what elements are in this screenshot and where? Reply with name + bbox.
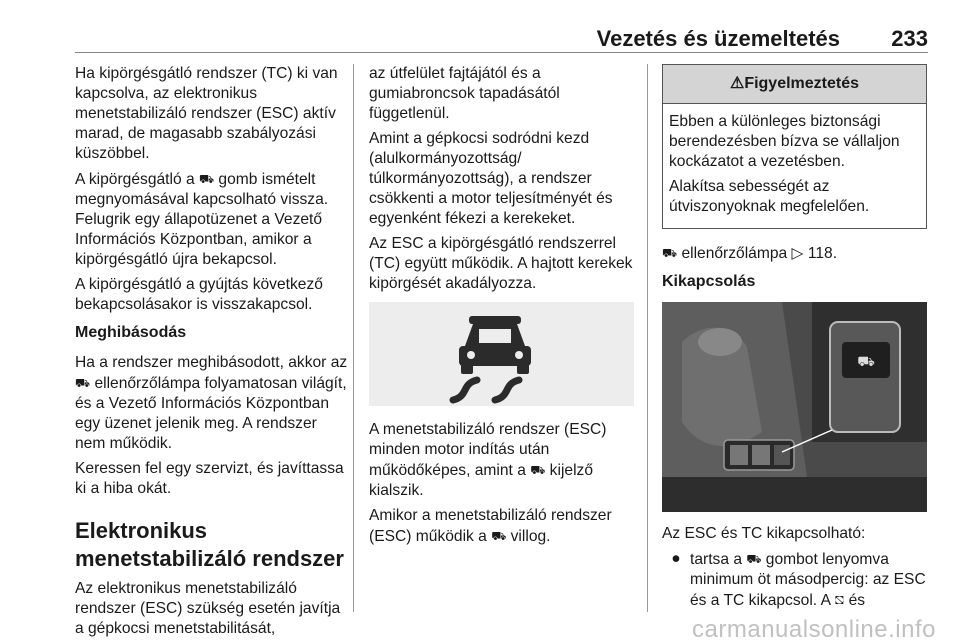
column-divider <box>353 64 354 612</box>
console-illustration <box>662 302 927 512</box>
page-header <box>75 24 928 52</box>
svg-text:⛟: ⛟ <box>857 354 875 370</box>
paragraph: Amint a gépkocsi sodródni kezd (alulkormányozottság/ túlkormányozottság), a rendszer csökkenti a motor teljesítményét és egyenként fékezi a kerekeket. <box>369 130 613 227</box>
warning-body <box>663 104 926 228</box>
header-title: Vezetés és üzemeltetés <box>596 26 840 51</box>
text: gombot lenyomva minimum öt másodpercig: az ESC és a TC kikapcsol. A <box>690 551 926 609</box>
text: A kipörgésgátló a <box>75 171 199 188</box>
esc-symbol-figure <box>369 302 634 406</box>
list-item <box>662 549 927 611</box>
section-heading: Kikapcsolás <box>662 273 756 290</box>
column-divider <box>647 64 648 612</box>
paragraph: Az ESC és TC kikapcsolható: <box>662 525 866 542</box>
text: kijelző kialszik. <box>369 462 594 499</box>
text: tartsa a <box>690 551 747 568</box>
paragraph <box>369 506 634 547</box>
paragraph <box>75 169 350 270</box>
paragraph <box>75 353 350 454</box>
esc-lamp-icon: ⛟ <box>75 376 91 390</box>
text: ellenőrzőlámpa <box>677 245 792 262</box>
esc-off-icon: ⛟ <box>198 172 215 186</box>
list-item-text <box>690 549 927 611</box>
cross-reference <box>662 243 927 264</box>
section-heading: Meghibásodás <box>75 324 187 341</box>
skidding-car-icon <box>369 302 634 406</box>
esc-off-icon: ⛟ <box>746 552 762 566</box>
paragraph <box>369 420 634 501</box>
text: Ha a rendszer meghibásodott, akkor az <box>75 354 348 371</box>
warning-title-text: Figyelmeztetés <box>744 75 860 92</box>
warning-box <box>662 64 927 229</box>
text: A menetstabilizáló rendszer (ESC) minden motor indítás után működőképes, amint a <box>369 421 607 479</box>
paragraph: Alakítsa sebességét az útviszonyoknak megfelelően. <box>669 178 870 215</box>
chapter-heading: Elektronikus menetstabilizáló rendszer <box>75 518 344 571</box>
watermark: carmanualsonline.info <box>692 616 936 643</box>
paragraph: Az elektronikus menetstabilizáló rendszer (ESC) szükség esetén javítja a gépkocsi menetstabilitását, <box>75 580 341 637</box>
column-1 <box>75 64 350 644</box>
esc-lamp-icon: ⛟ <box>662 246 678 260</box>
bullet-icon: ● <box>671 550 681 567</box>
text: villog. <box>506 528 551 545</box>
esc-lamp-icon: ⛟ <box>491 529 507 543</box>
esc-off-lamp-icon: ⛞ <box>834 593 845 607</box>
text: ellenőrzőlámpa folyamatosan világít, és a Vezető Információs Központban egy üzenet jelenik meg. A rendszer nem működik. <box>75 375 347 452</box>
text: gomb ismételt megnyomásával kapcsolható vissza. Felugrik egy állapotüzenet a Vezető Információs Központban, amikor a kipörgésgátló újra bekapcsol. <box>75 171 329 268</box>
text: Amikor a menetstabilizáló rendszer (ESC) működik a <box>369 507 612 545</box>
warning-title <box>663 65 926 104</box>
paragraph: A kipörgésgátló a gyújtás következő bekapcsolásakor is visszakapcsol. <box>75 276 323 313</box>
esc-lamp-icon: ⛟ <box>530 463 546 477</box>
page-number: 233 <box>891 26 928 51</box>
warning-triangle-icon: ⚠ <box>729 75 745 92</box>
reference-arrow-icon: ▷ <box>791 245 804 262</box>
header-rule <box>75 52 928 53</box>
column-2 <box>369 64 634 552</box>
text: és <box>844 592 866 609</box>
page-reference[interactable]: 118. <box>803 245 838 262</box>
column-3 <box>662 64 927 611</box>
paragraph: az útfelület fajtájától és a gumiabroncsok tapadásától függetlenül. <box>369 65 560 122</box>
paragraph: Keressen fel egy szervizt, és javíttassa ki a hiba okát. <box>75 460 344 497</box>
center-console-photo <box>662 302 927 512</box>
paragraph: Ebben a különleges biztonsági berendezésben bízva se vállaljon kockázatot a vezetésben. <box>669 113 900 170</box>
paragraph: Az ESC a kipörgésgátló rendszerrel (TC) együtt működik. A hajtott kerekek kipörgését akadályozza. <box>369 235 633 292</box>
paragraph: Ha kipörgésgátló rendszer (TC) ki van kapcsolva, az elektronikus menetstabilizáló rendszer (ESC) aktív marad, de magasabb szabályozási küszöbbel. <box>75 65 338 162</box>
